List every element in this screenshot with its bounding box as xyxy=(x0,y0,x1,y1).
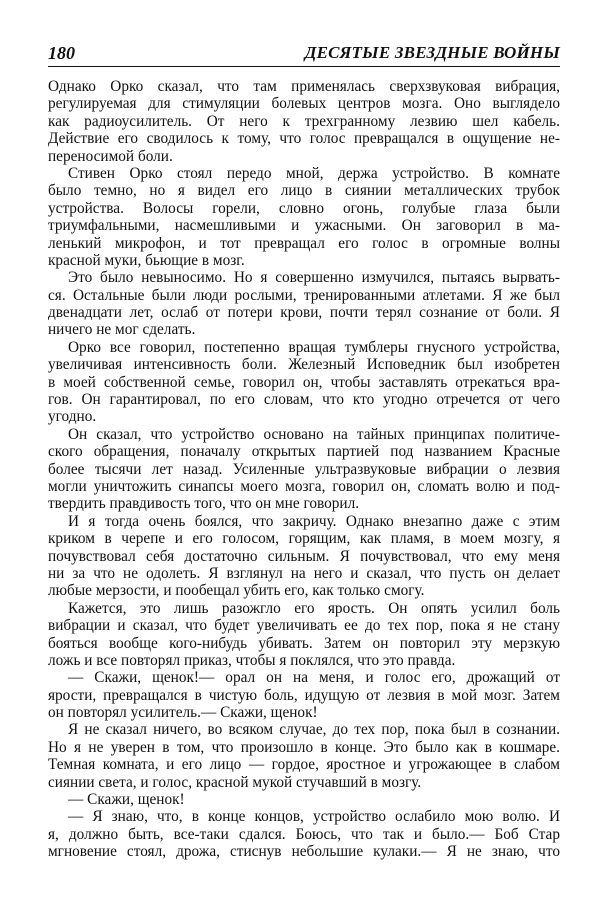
text-line: двенадцати лет, ослаб от потери крови, почти терял сознание от боли. Я xyxy=(48,304,560,322)
text-line: Кажется, это лишь разожгло его ярость. Он опять усилил боль xyxy=(68,599,560,617)
page-header xyxy=(48,42,560,67)
running-title: ДЕСЯТЫЕ ЗВЕЗДНЫЕ ВОЙНЫ xyxy=(304,43,560,62)
text-line: Он сказал, что устройство основано на тайных принципах политиче- xyxy=(68,425,560,443)
text-line: Орко все говорил, постепенно вращая тумблеры гнусного устройства, xyxy=(68,338,560,356)
text-line: криком в черепе и его голосом, горящим, как пламя, в моем мозгу, я xyxy=(48,530,560,548)
text-line: Это было невыносимо. Но я совершенно измучился, пытаясь вырвать- xyxy=(68,269,560,287)
text-line: вибрации и сказал, что будет увеличивать ее до тех пор, пока я не стану xyxy=(48,617,560,635)
text-line: ярости, превращался в чистую боль, идущую от лезвия в мой мозг. Затем xyxy=(48,686,560,704)
text-line: гов. Он гарантировал, по его словам, что кто угодно отречется от чего xyxy=(48,391,560,409)
text-line: ложь и все повторял приказ, чтобы я поклялся, что это правда. xyxy=(48,651,456,669)
text-line: — Я знаю, что, в конце концов, устройство ослабило мою волю. И xyxy=(68,808,560,826)
text-line: ся. Остальные были люди рослыми, тренированными атлетами. Я же был xyxy=(48,286,560,304)
text-line: бояться вообще кого-нибудь убивать. Затем он повторил эту мерзкую xyxy=(48,634,560,652)
text-line: как радиоусилитель. От него к трехгранному лезвию шел кабель. xyxy=(48,112,560,130)
text-line: почувствовал себя достаточно сильным. Я почувствовал, что ему меня xyxy=(48,547,560,565)
text-line: в моей собственной семье, говорил он, чтобы заставлять отрекаться вра- xyxy=(48,373,560,391)
text-line: я, должно быть, все-таки сдался. Боюсь, что так и было.— Боб Стар xyxy=(48,825,560,843)
text-line: Действие его сводилось к тому, что голос превращался в ощущение не- xyxy=(48,130,560,148)
text-line: он повторял усилитель.— Скажи, щенок! xyxy=(48,704,318,722)
body-text xyxy=(48,78,560,861)
text-line: регулируемая для стимуляции болевых центров мозга. Оно выглядело xyxy=(48,95,560,113)
text-line: Я не сказал ничего, во всяком случае, до тех пор, пока был в сознании. xyxy=(68,721,560,739)
text-line: твердить правдивость того, что он мне говорил. xyxy=(48,495,360,513)
text-line: Темная комната, и его лицо — гордое, яростное и угрожающее в слабом xyxy=(48,756,560,774)
text-line: переносимой боли. xyxy=(48,147,173,165)
text-line: любые мерзости, и пообещал убить его, как только смогу. xyxy=(48,582,425,600)
text-line: Однако Орко сказал, что там применялась сверхзвуковая вибрация, xyxy=(48,78,560,95)
text-line: Но я не уверен в том, что произошло в конце. Это было как в кошмаре. xyxy=(48,738,560,756)
text-line: ни за что не одолеть. Я взглянул на него и сказал, что пусть он делает xyxy=(48,564,560,582)
text-line: увеличивая интенсивность боли. Железный Исповедник был изобретен xyxy=(48,356,560,374)
text-line: ского обращения, поначалу открытых партией под названием Красные xyxy=(48,443,560,461)
text-line: — Скажи, щенок! xyxy=(68,791,185,809)
text-line: могли уничтожить синапсы моего мозга, говорил он, сломать волю и под- xyxy=(48,477,560,495)
text-line: триумфальными, насмешливыми и ужасными. Он заговорил в ма- xyxy=(48,217,560,235)
text-line: красной муки, бьющие в мозг. xyxy=(48,251,245,269)
text-line: более тысячи лет назад. Усиленные ультразвуковые вибрации о лезвия xyxy=(48,460,560,478)
text-line: было темно, но я видел его лицо в сиянии металлических трубок xyxy=(48,182,560,200)
text-line: Стивен Орко стоял передо мной, держа устройство. В комнате xyxy=(68,164,560,182)
text-line: мгновение стоял, дрожа, стиснув небольшие кулаки.— Я не знаю, что xyxy=(48,843,560,861)
text-line: устройства. Волосы горели, словно огонь, голубые глаза были xyxy=(48,199,560,217)
text-line: ничего не мог сделать. xyxy=(48,321,196,339)
text-line: — Скажи, щенок!— орал он на меня, и голос его, дрожащий от xyxy=(68,669,560,687)
text-line: ленький микрофон, и тот превращал его голос в огромные волны xyxy=(48,234,560,252)
text-line: угодно. xyxy=(48,408,97,426)
text-line: И я тогда очень боялся, что закричу. Однако внезапно даже с этим xyxy=(68,512,560,530)
page-number: 180 xyxy=(48,43,75,63)
text-line: сиянии света, и голос, красной мукой стучавший в мозгу. xyxy=(48,773,422,791)
